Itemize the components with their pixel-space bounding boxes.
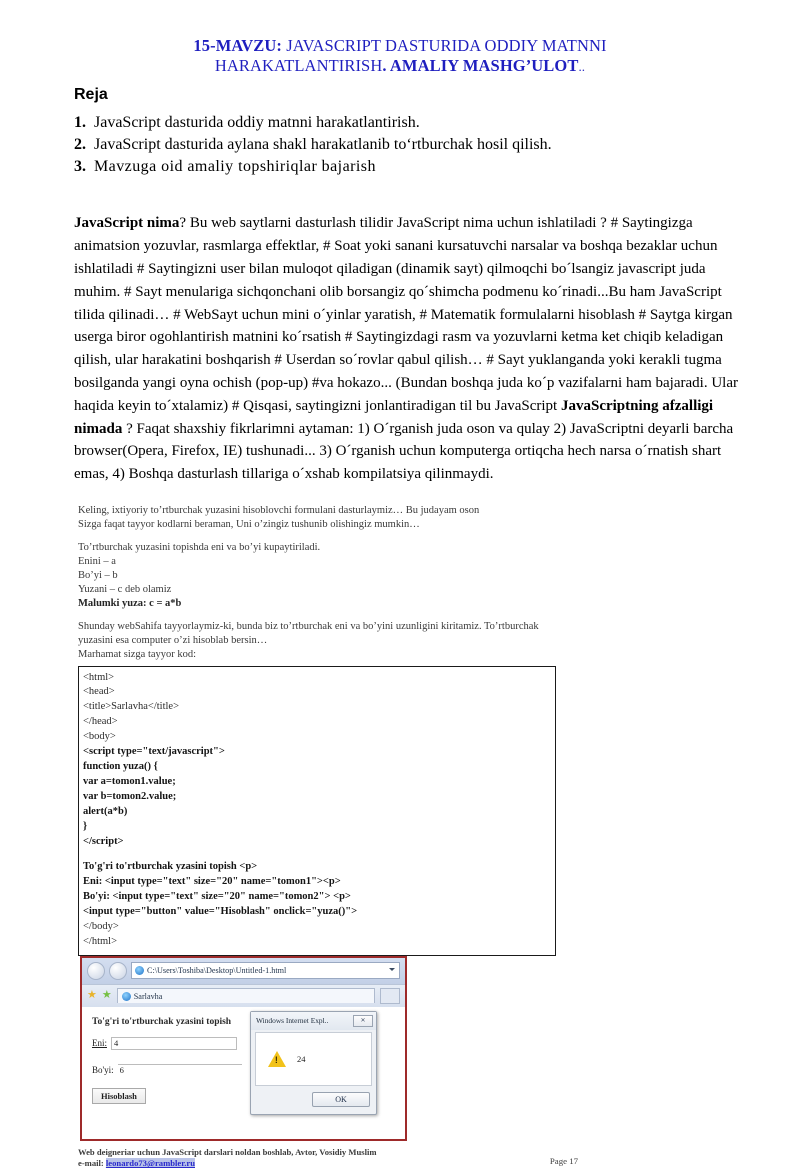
chevron-down-icon[interactable] [389, 968, 395, 971]
scanned-figure [0, 504, 800, 1170]
footer-email-link[interactable]: leonardo73@rambler.ru [105, 1158, 195, 1169]
scan-formula-line: Malumki yuza: c = a*b [78, 597, 182, 609]
code-line: </body> [83, 921, 119, 933]
list-item-label: JavaScript dasturida oddiy matnni harakatlantirish. [94, 114, 420, 132]
code-line: var b=tomon2.value; [83, 790, 177, 802]
browser-window-screenshot [80, 956, 407, 1141]
title-line-2-normal: HARAKATLANTIRISH [214, 56, 383, 76]
page-title [0, 0, 800, 76]
title-line-2-bold: . AMALIY MASHG’ULOT [382, 56, 579, 76]
code-line: <html> [83, 671, 115, 683]
body-paragraph [0, 178, 800, 486]
body-part-2: ? Faqat shaxshiy fikrlarimni aytaman: 1) O´rganish juda oson va qulay 2) JavaScriptni deyarli barcha browser(Opera, Firefox, IE) tushunadi... 3) O´rganish uchun komputerga ortiqcha hech narsa o´rnatish shart emas, 4) Boshqa dasturlash tillariga o´xshab kompilatsiya qilinmaydi. [74, 420, 734, 483]
title-line-1-bold: 15-MAVZU: [193, 36, 282, 55]
alert-title-bar [251, 1012, 376, 1030]
browser-tab-bar [82, 984, 405, 1007]
page-number: Page 17 [549, 1155, 578, 1166]
code-line: To'g'ri to'rtburchak yzasini topish <p> [83, 861, 258, 873]
page-heading: To'g'ri to'rtburchak yzasini topish [92, 1016, 232, 1027]
new-tab-button[interactable] [380, 988, 400, 1004]
code-block [78, 666, 556, 956]
eni-label: Eni: [92, 1038, 107, 1049]
scan-spacer [78, 532, 548, 541]
address-value: C:\Users\Toshiba\Desktop\Untitled-1.html [147, 966, 287, 976]
internet-explorer-icon [135, 966, 144, 975]
browser-viewport [82, 1007, 405, 1139]
list-item-label: JavaScript dasturida aylana shakl harakatlanib to‘rtburchak hosil qilish. [94, 136, 552, 154]
code-line: alert(a*b) [83, 805, 128, 817]
browser-tab[interactable] [117, 988, 375, 1003]
list-item-number: 2. [74, 136, 86, 154]
code-line: <input type="button" value="Hisoblash" onclick="yuza()"> [83, 906, 358, 918]
tab-label: Sarlavha [133, 991, 163, 1001]
code-line: } [83, 820, 88, 832]
body-lead-bold: JavaScript nima [74, 215, 180, 232]
back-arrow-icon[interactable] [87, 962, 105, 980]
browser-address-bar [82, 958, 405, 984]
forward-arrow-icon[interactable] [109, 962, 127, 980]
footer-mail-prefix: e-mail: [78, 1158, 106, 1169]
body-part-1: ? Bu web saytlarni dasturlash tilidir JavaScript nima uchun ishlatiladi ? # Saytingizga animatsion yozuvlar, rasmlarga effektlar, # Soat yoki sanani kursatuvchi narsalar va boshqa bezaklar uchun ishlatiladi # Saytingizni user bilan muloqot qiladigan (dinamik sayt) qilmoqchi bo´lsangiz javascript juda muhim. # Sayt menulariga sichqonchani olib borsangiz qo´shimcha podmenu ko´rinadi...Bu ham JavaScript tilida qilinadi… # WebSayt uchun mini o´yinlar yaratish, # Matematik formulalarni hisoblash # Saytga kirgan userga biror ogohlantirish matnini ko´rsatish # Saytingizdagi rasm va yozuvlarni ketma ket chiqib keladigan qilish, ular harakatini boshqarish # Userdan so´rovlar qabul qilish… # Sayt yuklanganda yoki kerakli tugma bosilganda yangi oyna ochish (pop-up) #va hokazo... (Bundan boshqa juda ko´p vazifalarni ham bajaradi. Ular haqida keyin to´xtalamiz) # Qisqasi, saytingizni jonlantiradigan til bu JavaScript [74, 215, 738, 414]
alert-title-text: Windows Internet Expl.. [256, 1016, 329, 1026]
scan-formula-line: Yuzani – c deb olamiz [78, 583, 172, 595]
code-line: Eni: <input type="text" size="20" name="tomon1"><p> [83, 876, 341, 888]
alert-body [255, 1032, 372, 1086]
scan-formula-line: Bo’yi – b [78, 569, 118, 581]
title-line-1 [70, 36, 730, 56]
scan-explain-line: Marhamat sizga tayyor kod: [78, 648, 197, 660]
title-line-1-normal: JAVASCRIPT DASTURIDA ODDIY MATNNI [282, 36, 607, 55]
scan-explain-line: yuzasini esa computer o’zi hisoblab bersin… [78, 634, 268, 646]
code-line: <body> [83, 731, 116, 743]
tab-favicon-icon [122, 992, 131, 1001]
list-item [74, 112, 730, 134]
list-item [74, 156, 730, 178]
alert-dialog [250, 1011, 377, 1115]
favorites-star-icon[interactable]: ★ [87, 989, 97, 1002]
reja-heading: Reja [74, 86, 108, 104]
reja-list [0, 112, 800, 178]
footer-credit-line: Web deigneriar uchun JavaScript darslari noldan boshlab, Avtor, Vosidiy Muslim [78, 1146, 377, 1157]
scan-explain-line: Shunday webSahifa tayyorlaymiz-ki, bunda biz to’rtburchak eni va bo’yini uzunligini kiritamiz. To’rtburchak [78, 620, 539, 632]
scan-spacer [78, 611, 548, 620]
hisoblash-button[interactable]: Hisoblash [92, 1088, 146, 1104]
title-trailing-dots: .. [578, 59, 586, 75]
scan-intro-line: Keling, ixtiyoriy to’rtburchak yuzasini hisoblovchi formulani dasturlaymiz… Bu judayam oson [78, 505, 480, 517]
code-line: var a=tomon1.value; [83, 775, 176, 787]
body-mid-bold: JavaScriptning afzalligi nimada [74, 397, 714, 437]
eni-input[interactable]: 4 [111, 1037, 237, 1050]
code-line: <head> [83, 686, 115, 698]
code-blank-line [83, 849, 555, 860]
scan-formula-line: To’rtburchak yuzasini topishda eni va bo’yi kupaytiriladi. [78, 541, 321, 553]
code-line: </script> [83, 835, 124, 847]
list-item-label: Mavzuga oid amaliy topshiriqlar bajarish [94, 158, 376, 176]
code-line: function yuza() { [83, 761, 158, 773]
list-item-number: 1. [74, 114, 86, 132]
alert-footer [251, 1086, 376, 1114]
code-line: </head> [83, 716, 118, 728]
code-line: </html> [83, 935, 118, 947]
boyi-input[interactable]: 6 [118, 1064, 242, 1076]
scan-footer [78, 1146, 578, 1170]
scan-intro-text [78, 504, 548, 662]
alert-message: 24 [297, 1053, 306, 1064]
address-input[interactable] [131, 962, 400, 979]
list-item-number: 3. [74, 158, 86, 176]
close-icon[interactable]: ✕ [353, 1015, 373, 1027]
boyi-label: Bo'yi: [92, 1064, 114, 1075]
code-line: Bo'yi: <input type="text" size="20" name="tomon2"> <p> [83, 891, 351, 903]
scan-intro-line: Sizga faqat tayyor kodlarni beraman, Uni o’zingiz tushunib olishingiz mumkin… [78, 519, 420, 530]
footer-mail-line [78, 1158, 548, 1170]
warning-triangle-icon [268, 1051, 286, 1067]
code-line: <script type="text/javascript"> [83, 746, 225, 758]
title-line-2 [70, 56, 730, 76]
ok-button[interactable]: OK [312, 1092, 370, 1107]
scan-formula-line: Enini – a [78, 555, 116, 567]
add-favorite-icon[interactable]: ★ [101, 989, 112, 1002]
list-item [74, 134, 730, 156]
code-line: <title>Sarlavha</title> [83, 701, 179, 713]
